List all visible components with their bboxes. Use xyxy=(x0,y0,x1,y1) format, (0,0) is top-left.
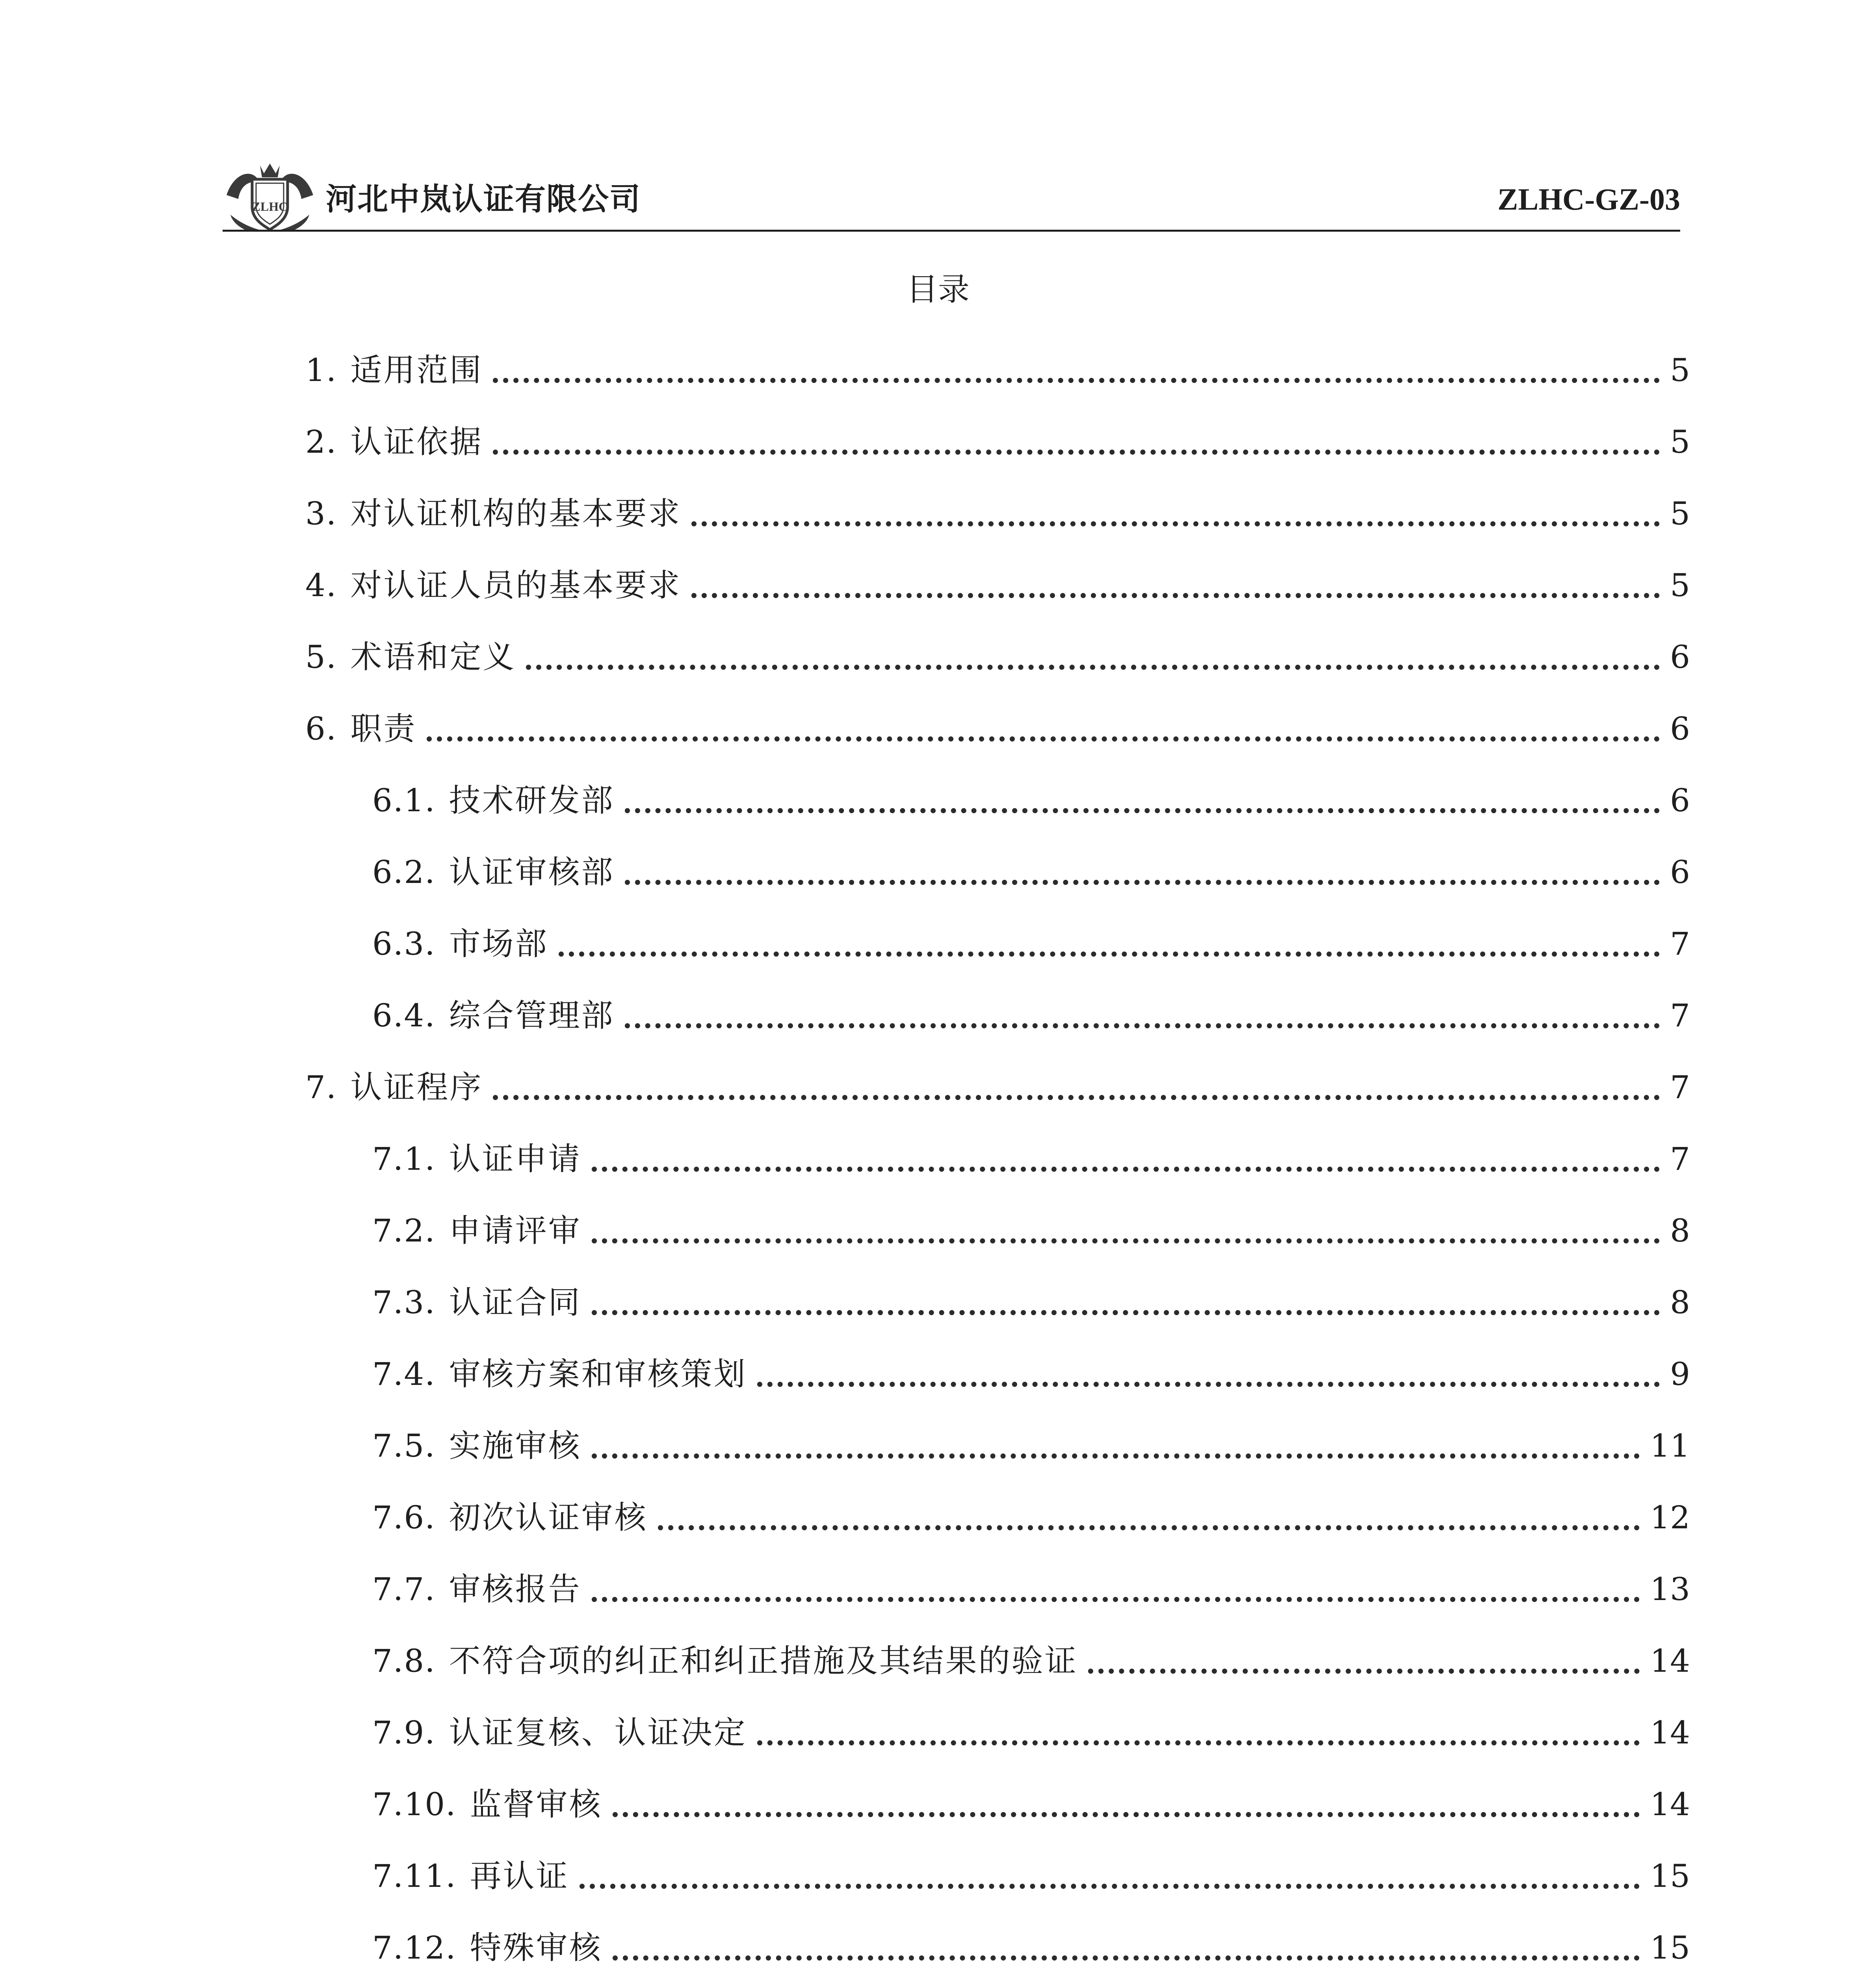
toc-entry-page: 9 xyxy=(1670,1356,1690,1392)
toc-entry[interactable] xyxy=(305,347,1690,386)
toc-entry-number: 6.4. xyxy=(372,997,436,1034)
toc-dot-leader xyxy=(757,1740,1640,1745)
toc-dot-leader xyxy=(592,1453,1640,1459)
toc-dot-leader xyxy=(493,450,1660,455)
company-name: 河北中岚认证有限公司 xyxy=(326,182,641,217)
page-header xyxy=(223,156,1680,236)
toc-entry-page: 14 xyxy=(1650,1786,1690,1823)
document-code: ZLHC-GZ-03 xyxy=(1497,182,1680,216)
toc-dot-leader xyxy=(580,1884,1640,1889)
toc-entry[interactable] xyxy=(372,777,1690,819)
toc-entry[interactable] xyxy=(372,1207,1690,1247)
toc-entry-page: 11 xyxy=(1650,1427,1690,1464)
toc-dot-leader xyxy=(613,1955,1640,1961)
toc-entry-number: 7.4. xyxy=(372,1356,436,1392)
toc-title: 目录 xyxy=(906,271,970,308)
toc-dot-leader xyxy=(613,1812,1640,1817)
toc-entry-label: 适用范围 xyxy=(350,352,483,388)
toc-entry-number: 7.8. xyxy=(372,1643,436,1679)
toc-entry[interactable] xyxy=(372,849,1690,888)
toc-entry-page: 7 xyxy=(1670,926,1690,962)
toc-dot-leader xyxy=(625,808,1660,813)
toc-dot-leader xyxy=(493,1095,1660,1100)
toc-entry-number: 7.2. xyxy=(372,1212,436,1249)
toc-dot-leader xyxy=(625,1023,1660,1028)
toc-entry-number: 7.12. xyxy=(372,1929,457,1966)
toc-entry-number: 7.5. xyxy=(372,1427,436,1464)
toc-entry[interactable] xyxy=(372,1494,1690,1536)
toc-entry-label: 市场部 xyxy=(449,926,548,962)
toc-dot-leader xyxy=(592,1310,1660,1315)
toc-entry-label: 审核方案和审核策划 xyxy=(449,1356,747,1392)
toc-entry-number: 6.1. xyxy=(372,782,436,819)
toc-entry-label: 认证申请 xyxy=(449,1141,581,1177)
toc-entry-page: 8 xyxy=(1670,1284,1690,1321)
toc-entry-number: 2. xyxy=(305,424,337,460)
toc-entry-label: 综合管理部 xyxy=(449,997,615,1034)
toc-entry-page: 6 xyxy=(1670,782,1690,819)
toc-entry[interactable] xyxy=(305,1064,1690,1106)
toc-entry-page: 7 xyxy=(1670,1141,1690,1177)
toc-entry-label: 认证合同 xyxy=(449,1284,581,1321)
toc-entry-label: 对认证机构的基本要求 xyxy=(350,495,682,532)
toc-entry-number: 4. xyxy=(305,567,337,604)
toc-dot-leader xyxy=(757,1382,1660,1387)
toc-entry-page: 6 xyxy=(1670,854,1690,890)
toc-entry[interactable] xyxy=(372,1136,1690,1175)
toc-entry-page: 5 xyxy=(1670,567,1690,604)
toc-entry-page: 15 xyxy=(1650,1929,1690,1966)
toc-entry-page: 7 xyxy=(1670,1069,1690,1106)
toc-entry-page: 12 xyxy=(1650,1499,1690,1536)
toc-entry-label: 不符合项的纠正和纠正措施及其结果的验证 xyxy=(449,1643,1078,1679)
logo-text: ZLHC xyxy=(252,199,288,214)
toc-entry-label: 对认证人员的基本要求 xyxy=(350,567,682,604)
toc-dot-leader xyxy=(592,1238,1660,1243)
toc-entry-number: 6. xyxy=(305,710,337,747)
toc-entry-label: 初次认证审核 xyxy=(449,1499,648,1536)
toc-entry-number: 6.3. xyxy=(372,926,436,962)
toc-entry-label: 再认证 xyxy=(470,1858,569,1894)
toc-entry[interactable] xyxy=(305,634,1690,673)
toc-entry[interactable] xyxy=(372,1924,1690,1964)
toc-entry-number: 1. xyxy=(305,352,337,388)
toc-entry[interactable] xyxy=(372,1351,1690,1390)
toc-dot-leader xyxy=(493,378,1660,383)
toc-entry-label: 认证依据 xyxy=(350,424,483,460)
toc-entry-number: 7.6. xyxy=(372,1499,436,1536)
toc-dot-leader xyxy=(625,880,1660,885)
toc-dot-leader xyxy=(691,593,1660,598)
header-divider xyxy=(223,230,1680,232)
toc-entry-page: 6 xyxy=(1670,710,1690,747)
toc-entry[interactable] xyxy=(372,1709,1690,1749)
toc-entry-page: 15 xyxy=(1650,1858,1690,1894)
toc-entry-page: 14 xyxy=(1650,1714,1690,1751)
toc-dot-leader xyxy=(427,736,1660,742)
toc-dot-leader xyxy=(592,1597,1640,1602)
toc-entry-label: 职责 xyxy=(350,710,417,747)
toc-entry-number: 7.1. xyxy=(372,1141,436,1177)
toc-entry-page: 5 xyxy=(1670,495,1690,532)
toc-dot-leader xyxy=(559,952,1660,957)
toc-entry[interactable] xyxy=(372,1781,1690,1823)
toc-entry-number: 7.10. xyxy=(372,1786,457,1823)
toc-entry-page: 5 xyxy=(1670,424,1690,460)
toc-entry-number: 7.9. xyxy=(372,1714,436,1751)
toc-entry-label: 监督审核 xyxy=(470,1786,602,1823)
toc-entry[interactable] xyxy=(305,418,1690,458)
toc-entry[interactable] xyxy=(372,1279,1690,1321)
toc-entry-label: 认证复核、认证决定 xyxy=(449,1714,747,1751)
toc-entry-page: 5 xyxy=(1670,352,1690,388)
toc-entry[interactable] xyxy=(305,490,1690,530)
toc-entry-label: 技术研发部 xyxy=(449,782,615,819)
toc-entry-number: 7.11. xyxy=(372,1858,457,1894)
toc-entry[interactable] xyxy=(372,1422,1690,1462)
toc-entry-page: 13 xyxy=(1650,1571,1690,1608)
toc-dot-leader xyxy=(592,1167,1660,1172)
toc-dot-leader xyxy=(691,521,1660,526)
toc-entry-number: 7. xyxy=(305,1069,337,1106)
toc-entry[interactable] xyxy=(372,920,1690,960)
toc-entry-label: 特殊审核 xyxy=(470,1929,602,1966)
toc-entry-number: 7.3. xyxy=(372,1284,436,1321)
toc-entry-label: 认证审核部 xyxy=(449,854,615,890)
toc-entry-page: 6 xyxy=(1670,639,1690,675)
toc-entry-number: 3. xyxy=(305,495,337,532)
toc-entry-number: 6.2. xyxy=(372,854,436,890)
toc-entry-label: 实施审核 xyxy=(449,1427,581,1464)
toc-dot-leader xyxy=(526,665,1660,670)
toc-entry-page: 8 xyxy=(1670,1212,1690,1249)
toc-entry-label: 审核报告 xyxy=(449,1571,581,1608)
toc-entry-page: 14 xyxy=(1650,1643,1690,1679)
toc-entry[interactable] xyxy=(305,562,1690,604)
toc-entry-number: 5. xyxy=(305,639,337,675)
toc-entry-label: 认证程序 xyxy=(350,1069,483,1106)
toc-entry-number: 7.7. xyxy=(372,1571,436,1608)
toc-dot-leader xyxy=(658,1525,1640,1530)
toc-entry-page: 7 xyxy=(1670,997,1690,1034)
company-logo-icon xyxy=(223,156,317,234)
toc-entry[interactable] xyxy=(372,1637,1690,1677)
toc-entry[interactable] xyxy=(372,1853,1690,1892)
toc-entry-label: 申请评审 xyxy=(449,1212,581,1249)
toc-entry[interactable] xyxy=(305,705,1690,745)
toc-entry[interactable] xyxy=(372,992,1690,1034)
toc-entry[interactable] xyxy=(372,1566,1690,1608)
toc-dot-leader xyxy=(1088,1669,1640,1674)
toc-entry-label: 术语和定义 xyxy=(350,639,516,675)
